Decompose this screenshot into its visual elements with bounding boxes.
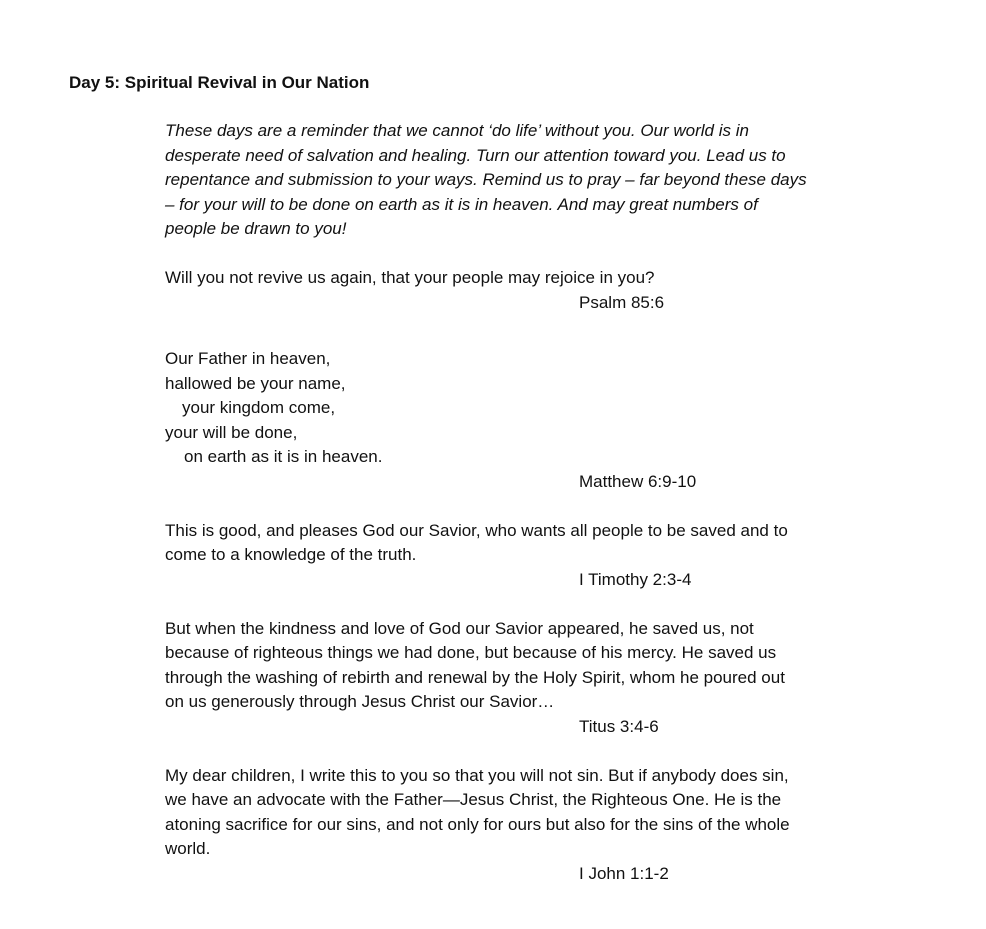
prayer-line: repentance and submission to your ways. Remind us to pray – far beyond these days xyxy=(165,170,807,189)
scripture-passage-psalm xyxy=(165,266,945,315)
scripture-line: Will you not revive us again, that your people may rejoice in you? xyxy=(165,268,655,287)
prayer-line: people be drawn to you! xyxy=(165,219,347,238)
scripture-passage-john xyxy=(165,764,945,887)
spacer xyxy=(165,494,945,519)
scripture-line: because of righteous things we had done, but because of his mercy. He saved us xyxy=(165,643,777,662)
scripture-line: Our Father in heaven, xyxy=(165,349,331,368)
scripture-line: come to a knowledge of the truth. xyxy=(165,545,417,564)
scripture-reference: I Timothy 2:3-4 xyxy=(579,569,692,589)
scripture-line: on earth as it is in heaven. xyxy=(184,447,383,466)
scripture-line: your will be done, xyxy=(165,422,298,442)
spacer xyxy=(165,315,945,347)
spacer xyxy=(165,739,945,764)
scripture-reference: Psalm 85:6 xyxy=(579,292,665,312)
spacer xyxy=(165,242,945,267)
scripture-line: your kingdom come, xyxy=(182,398,336,417)
spacer xyxy=(165,592,945,617)
page-title: Day 5: Spiritual Revival in Our Nation xyxy=(69,73,370,92)
prayer-line: These days are a reminder that we cannot ‘do life’ without you. Our world is in xyxy=(165,121,749,140)
prayer-line: – for your will to be done on earth as it is in heaven. And may great numbers of xyxy=(165,194,758,214)
scripture-line: atoning sacrifice for our sins, and not only for ours but also for the sins of the whole xyxy=(165,814,790,834)
scripture-line: on us generously through Jesus Christ our Savior… xyxy=(165,692,555,711)
scripture-reference: Matthew 6:9-10 xyxy=(579,471,697,491)
scripture-line: My dear children, I write this to you so that you will not sin. But if anybody does sin, xyxy=(165,765,789,785)
scripture-line: But when the kindness and love of God our Savior appeared, he saved us, not xyxy=(165,618,754,638)
scripture-line: hallowed be your name, xyxy=(165,373,346,393)
scripture-line: we have an advocate with the Father—Jesus Christ, the Righteous One. He is the xyxy=(165,790,782,809)
scripture-passage-timothy xyxy=(165,519,945,593)
scripture-line: This is good, and pleases God our Savior, who wants all people to be saved and to xyxy=(165,520,788,540)
prayer-line: desperate need of salvation and healing. Turn our attention toward you. Lead us to xyxy=(165,145,786,165)
scripture-reference: Titus 3:4-6 xyxy=(579,716,659,736)
scripture-passage-matthew xyxy=(165,347,945,494)
scripture-reference: I John 1:1-2 xyxy=(579,863,669,883)
document-body xyxy=(165,119,945,886)
scripture-line: world. xyxy=(165,839,211,858)
scripture-line: through the washing of rebirth and renewal by the Holy Spirit, whom he poured out xyxy=(165,667,785,687)
scripture-passage-titus xyxy=(165,617,945,740)
prayer-paragraph xyxy=(165,119,945,242)
